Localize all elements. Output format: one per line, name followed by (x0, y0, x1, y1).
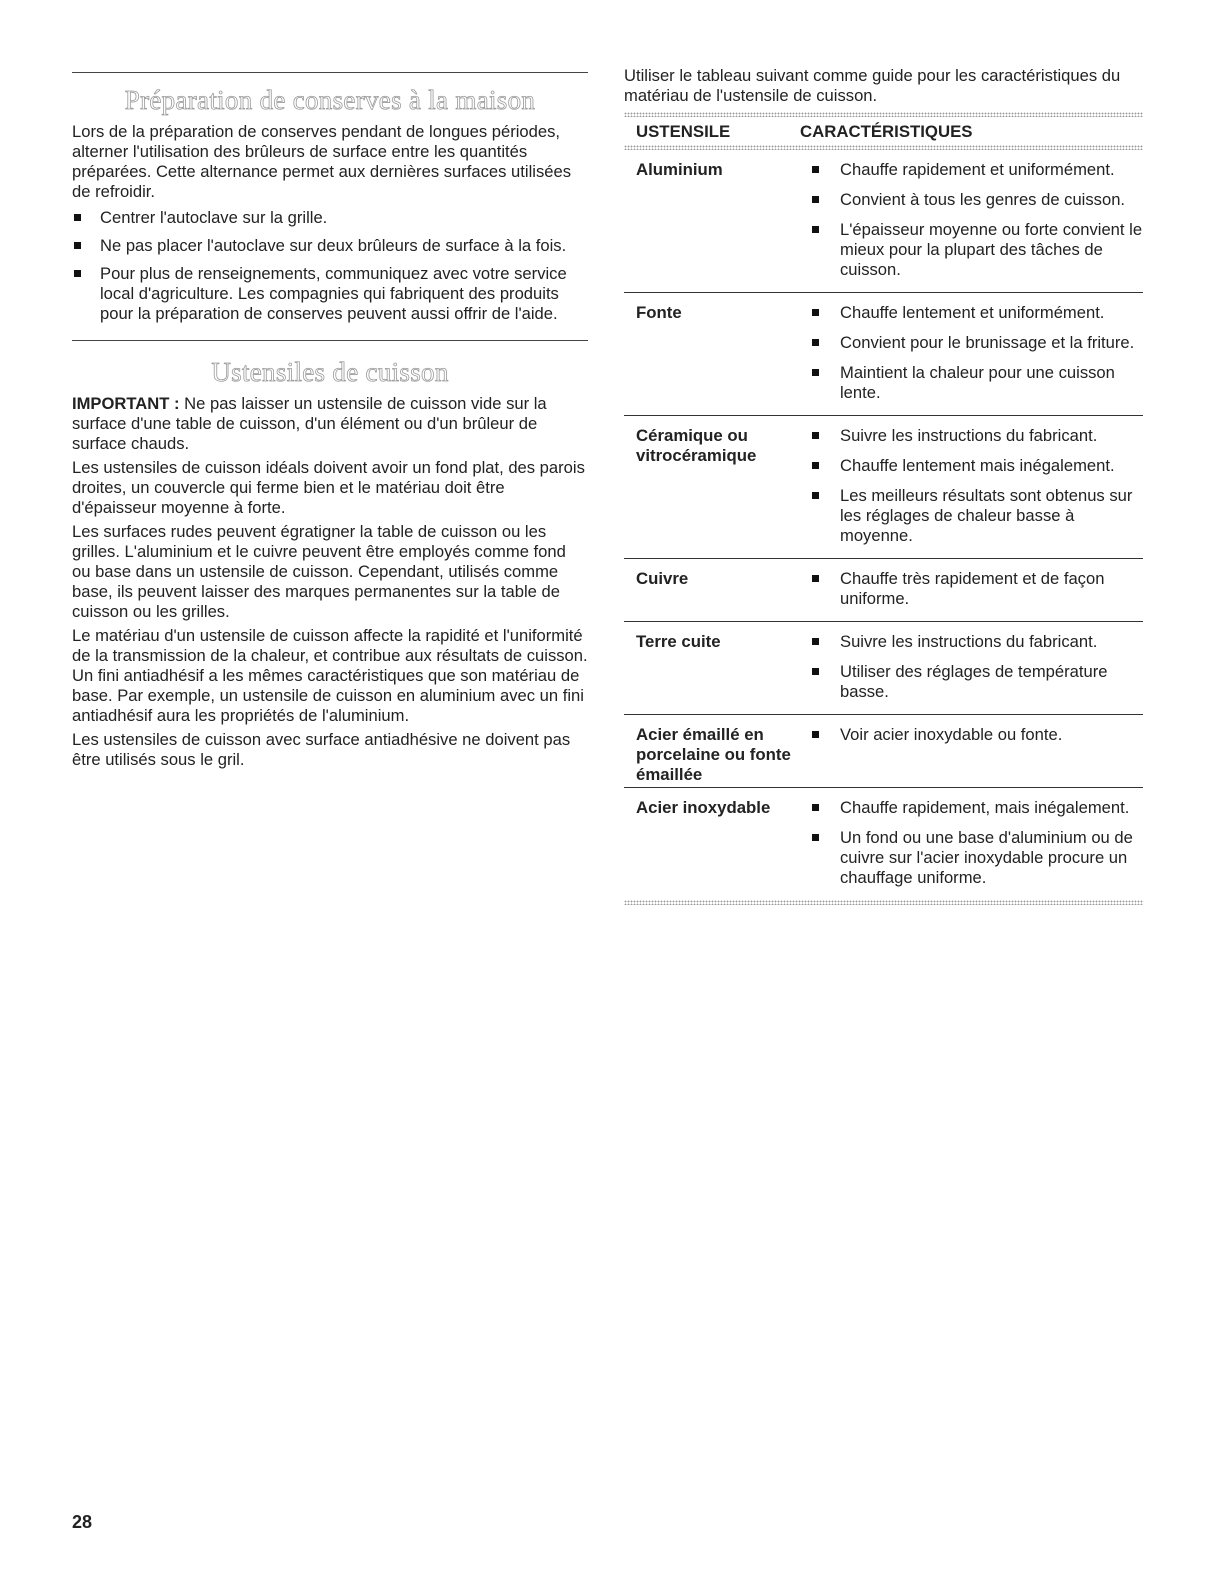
table-header-cookware: USTENSILE (636, 122, 731, 141)
square-bullet-icon (812, 339, 819, 346)
cookware-material: Cuivre (636, 569, 689, 588)
table-header-characteristics: CARACTÉRISTIQUES (800, 122, 973, 141)
characteristics-list (800, 303, 1143, 413)
square-bullet-icon (812, 638, 819, 645)
cookware-material: Terre cuite (636, 632, 721, 651)
square-bullet-icon (812, 804, 819, 811)
characteristic-item: Chauffe rapidement et uniformément. (800, 160, 1143, 180)
cookware-material: Aluminium (636, 160, 723, 179)
square-bullet-icon (812, 834, 819, 841)
square-bullet-icon (812, 166, 819, 173)
important-label: IMPORTANT : (72, 394, 180, 413)
paragraph: Les ustensiles de cuisson idéals doivent avoir un fond plat, des parois droites, un couvercle qui ferme bien et le matériau doit être d'épaisseur moyenne à forte. (72, 458, 585, 517)
characteristic-item: Convient à tous les genres de cuisson. (800, 190, 1143, 210)
characteristic-item: Convient pour le brunissage et la friture. (800, 333, 1143, 353)
square-bullet-icon (812, 492, 819, 499)
characteristics-list (800, 798, 1143, 898)
square-bullet-icon (74, 214, 81, 221)
square-bullet-icon (812, 462, 819, 469)
square-bullet-icon (812, 432, 819, 439)
characteristic-item: Chauffe très rapidement et de façon uniforme. (800, 569, 1143, 609)
section-title-canning: Préparation de conserves à la maison (124, 85, 536, 115)
table-intro: Utiliser le tableau suivant comme guide pour les caractéristiques du matériau de l'ustensile de cuisson. (624, 66, 1121, 105)
right-column (624, 66, 1143, 905)
square-bullet-icon (812, 196, 819, 203)
left-column (72, 72, 588, 774)
square-bullet-icon (812, 369, 819, 376)
characteristic-item: Voir acier inoxydable ou fonte. (800, 725, 1143, 745)
characteristic-item: Utiliser des réglages de température basse. (800, 662, 1143, 702)
characteristic-item: Chauffe lentement et uniformément. (800, 303, 1143, 323)
characteristic-item: L'épaisseur moyenne ou forte convient le mieux pour la plupart des tâches de cuisson. (800, 220, 1143, 280)
important-note: IMPORTANT : Ne pas laisser un ustensile de cuisson vide sur la surface d'une table de cuisson, d'un élément ou d'un brûleur de surface chauds. (72, 394, 547, 453)
table-bottom-dotted-rule (624, 900, 1143, 905)
table-row (624, 715, 1143, 788)
characteristic-item: Un fond ou une base d'aluminium ou de cuivre sur l'acier inoxydable procure un chauffage uniforme. (800, 828, 1143, 888)
characteristic-item: Suivre les instructions du fabricant. (800, 632, 1143, 652)
square-bullet-icon (812, 668, 819, 675)
paragraph: Les ustensiles de cuisson avec surface antiadhésive ne doivent pas être utilisés sous le gril. (72, 730, 571, 769)
cookware-material: Céramique ou vitrocéramique (636, 426, 757, 465)
page-number: 28 (72, 1512, 93, 1532)
list-item: Ne pas placer l'autoclave sur deux brûleurs de surface à la fois. (72, 236, 588, 256)
characteristics-list (800, 569, 1143, 619)
square-bullet-icon (74, 270, 81, 277)
square-bullet-icon (812, 226, 819, 233)
list-item: Pour plus de renseignements, communiquez avec votre service local d'agriculture. Les compagnies qui fabriquent des produits pour la préparation de conserves peuvent aussi offrir de l'aide. (72, 264, 588, 324)
table-header (624, 117, 1143, 145)
section-title-cookware: Ustensiles de cuisson (211, 357, 449, 387)
characteristics-list (800, 725, 1143, 785)
characteristic-item: Les meilleurs résultats sont obtenus sur les réglages de chaleur basse à moyenne. (800, 486, 1143, 546)
cookware-table-body (624, 150, 1143, 900)
square-bullet-icon (812, 731, 819, 738)
square-bullet-icon (812, 309, 819, 316)
table-row (624, 622, 1143, 715)
paragraph: Les surfaces rudes peuvent égratigner la table de cuisson ou les grilles. L'aluminium et le cuivre peuvent être employés comme fond ou base dans un ustensile de cuisson. Cependant, utilisés comme base, ils peuvent laisser des marques permanentes sur la table de cuisson ou les grilles. (72, 522, 566, 621)
cookware-material: Acier inoxydable (636, 798, 771, 817)
canning-intro: Lors de la préparation de conserves pendant de longues périodes, alterner l'utilisation des brûleurs de surface entre les quantités préparées. Cette alternance permet aux dernières surfaces utilisées de refroidir. (72, 122, 571, 201)
table-row (624, 416, 1143, 559)
characteristics-list (800, 426, 1143, 556)
cookware-material: Fonte (636, 303, 682, 322)
characteristics-list (800, 632, 1143, 712)
characteristic-item: Suivre les instructions du fabricant. (800, 426, 1143, 446)
section-divider (72, 72, 588, 73)
section-divider (72, 340, 588, 341)
square-bullet-icon (812, 575, 819, 582)
table-row (624, 150, 1143, 293)
characteristic-item: Chauffe rapidement, mais inégalement. (800, 798, 1143, 818)
canning-bullet-list (72, 208, 588, 324)
cookware-material: Acier émaillé en porcelaine ou fonte émaillée (636, 725, 791, 784)
characteristics-list (800, 160, 1143, 290)
table-row (624, 559, 1143, 622)
paragraph: Le matériau d'un ustensile de cuisson affecte la rapidité et l'uniformité de la transmission de la chaleur, et contribue aux résultats de cuisson. Un fini antiadhésif a les mêmes caractéristiques que son matériau de base. Par exemple, un ustensile de cuisson en aluminium avec un fini antiadhésif aura les propriétés de l'aluminium. (72, 626, 588, 725)
list-item: Centrer l'autoclave sur la grille. (72, 208, 588, 228)
table-row (624, 293, 1143, 416)
square-bullet-icon (74, 242, 81, 249)
characteristic-item: Chauffe lentement mais inégalement. (800, 456, 1143, 476)
table-row (624, 788, 1143, 900)
characteristic-item: Maintient la chaleur pour une cuisson lente. (800, 363, 1143, 403)
